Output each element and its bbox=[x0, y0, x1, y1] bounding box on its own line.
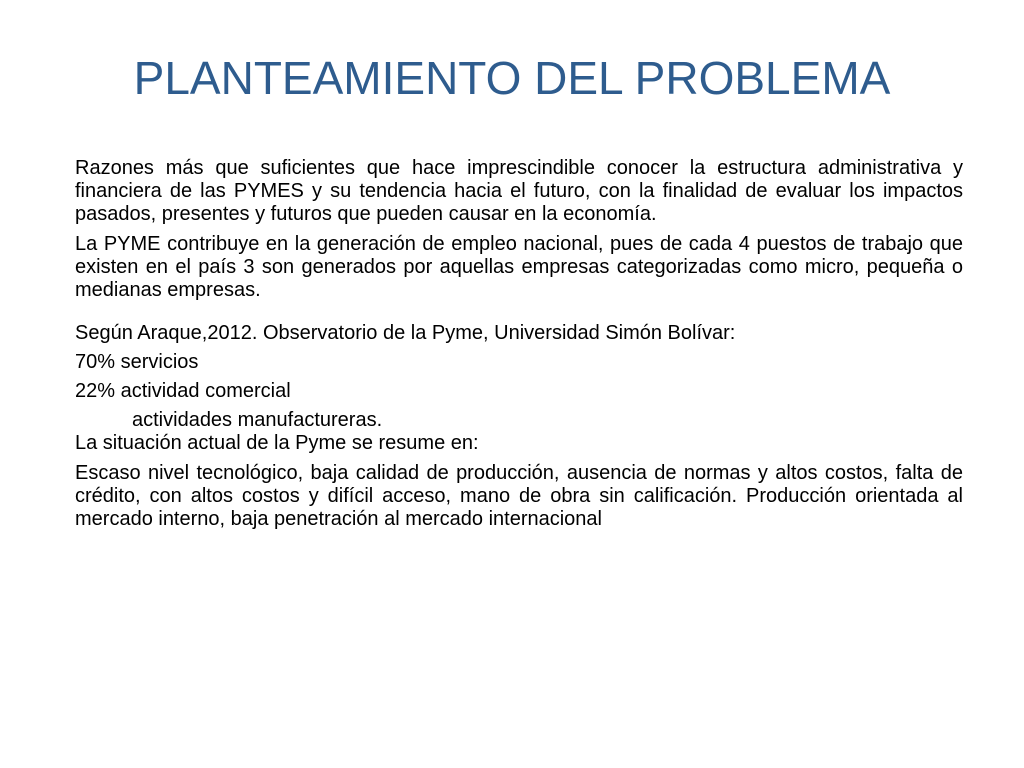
slide-title: PLANTEAMIENTO DEL PROBLEMA bbox=[133, 52, 891, 104]
paragraph-pyme-employment: La PYME contribuye en la generación de empleo nacional, pues de cada 4 puestos de trabajo que existen en el país 3 son generados por aquellas empresas categorizadas como micro, pequeña o medianas empresas. bbox=[75, 233, 963, 301]
summary-paragraph: Escaso nivel tecnológico, baja calidad de producción, ausencia de normas y altos costos, falta de crédito, con altos costos y difícil acceso, mano de obra sin calificación. Producción orientada al mercado interno, baja penetración al mercado internacional bbox=[75, 462, 963, 530]
stat-services: 70% servicios bbox=[75, 351, 199, 373]
stat-manufacturing: actividades manufactureras. bbox=[132, 409, 383, 431]
paragraph-reasons: Razones más que suficientes que hace imprescindible conocer la estructura administrativa y financiera de las PYMES y su tendencia hacia el futuro, con la finalidad de evaluar los impactos pasados, presentes y futuros que pueden causar en la economía. bbox=[75, 157, 963, 225]
source-citation: Según Araque,2012. Observatorio de la Pyme, Universidad Simón Bolívar: bbox=[75, 322, 736, 344]
stat-commercial: 22% actividad comercial bbox=[75, 380, 291, 402]
slide-body bbox=[75, 157, 963, 531]
summary-intro: La situación actual de la Pyme se resume en: bbox=[75, 432, 479, 454]
statistics-block bbox=[75, 322, 963, 432]
